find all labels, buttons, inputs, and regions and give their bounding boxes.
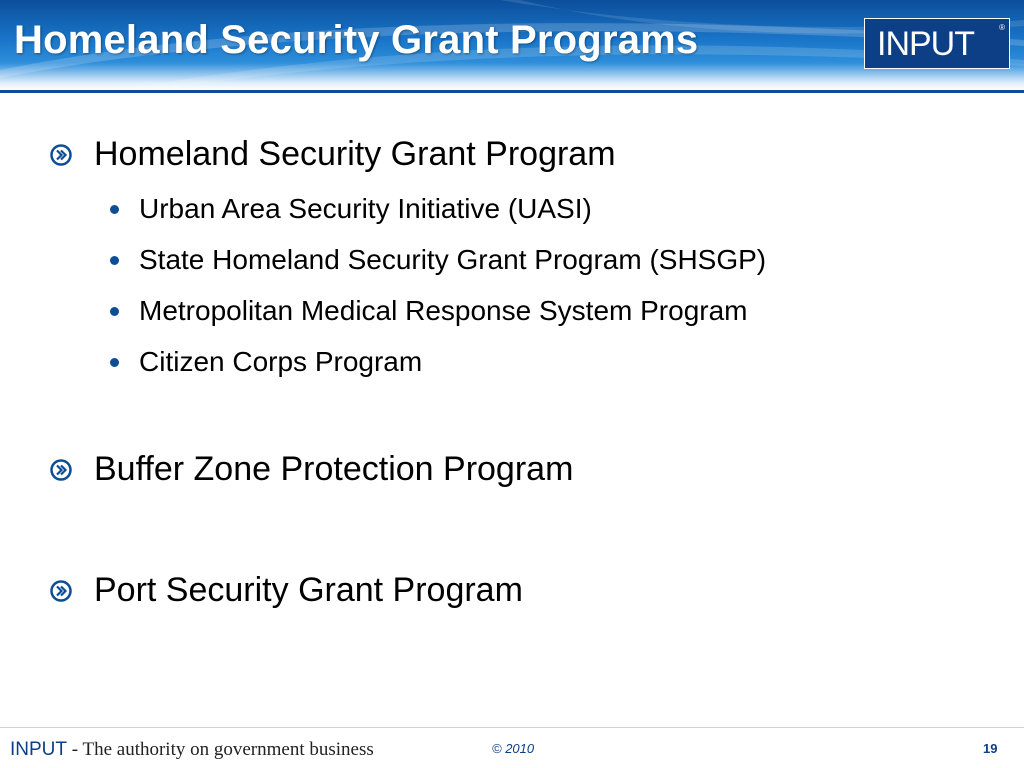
- dot-bullet: [110, 256, 119, 265]
- sub-bullet-mmrs: Metropolitan Medical Response System Program: [139, 295, 748, 326]
- slide-title: Homeland Security Grant Programs: [14, 18, 699, 62]
- footer-brand-name: INPUT: [10, 739, 67, 760]
- dot-bullet: [110, 205, 119, 214]
- registered-mark: ®: [999, 23, 1005, 32]
- chevron-circle-right-icon: [50, 459, 72, 481]
- bullet-buffer-zone-protection-program: Buffer Zone Protection Program: [94, 450, 574, 488]
- page-number: 19: [983, 741, 998, 756]
- logo-text: INPUT: [877, 25, 974, 63]
- footer-brand: [10, 739, 374, 761]
- footer-copyright: © 2010: [492, 741, 535, 756]
- bullet-homeland-security-grant-program: Homeland Security Grant Program: [94, 135, 616, 173]
- dot-bullet: [110, 358, 119, 367]
- sub-bullet-shsgp: State Homeland Security Grant Program (SHSGP): [139, 244, 767, 275]
- bullet-port-security-grant-program: Port Security Grant Program: [94, 571, 523, 609]
- footer-divider: [0, 727, 1024, 728]
- sub-bullet-uasi: Urban Area Security Initiative (UASI): [139, 193, 592, 224]
- chevron-circle-right-icon: [50, 580, 72, 602]
- sub-bullet-citizen-corps: Citizen Corps Program: [139, 346, 423, 377]
- dot-bullet: [110, 307, 119, 316]
- footer-tagline: - The authority on government business: [67, 739, 374, 760]
- chevron-circle-right-icon: [50, 144, 72, 166]
